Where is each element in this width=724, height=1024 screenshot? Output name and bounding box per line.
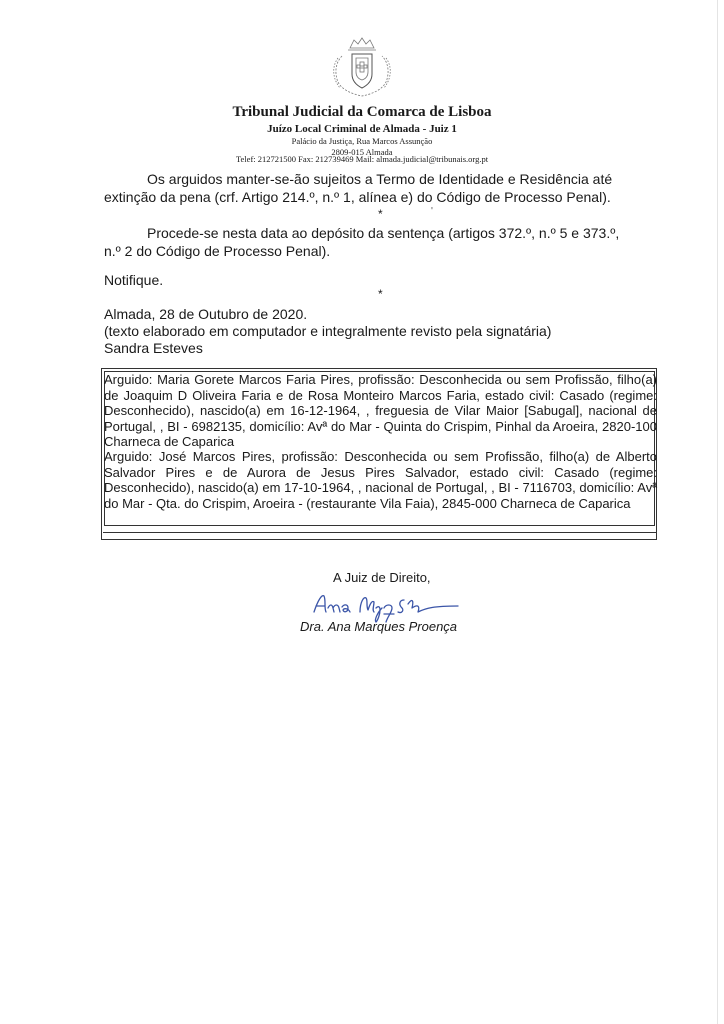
paragraph-2-line2: n.º 2 do Código de Processo Penal).: [104, 243, 331, 259]
paragraph-1-line1: Os arguidos manter-se-ão sujeitos a Termo de Identidade e Residência até: [147, 171, 613, 187]
separator-mark: *: [378, 207, 383, 221]
paragraph-1-line2: extinção da pena (crf. Artigo 214.º, n.º 1, alínea e) do Código de Processo Penal).: [104, 189, 611, 205]
court-division: Juízo Local Criminal de Almada - Juiz 1: [267, 123, 457, 135]
judge-title: A Juiz de Direito,: [333, 570, 431, 585]
judge-name: Dra. Ana Marques Proença: [300, 619, 458, 634]
court-address-line2: 2809-015 Almada: [331, 146, 393, 157]
coat-of-arms-icon: [330, 32, 394, 98]
notifique-text: Notifique.: [104, 272, 164, 288]
note-line: (texto elaborado em computador e integralmente revisto pela signatária): [104, 323, 552, 339]
date-line: Almada, 28 de Outubro de 2020.: [104, 306, 308, 322]
author-name: Sandra Esteves: [104, 340, 203, 356]
defendant-entry-1: Arguido: Maria Gorete Marcos Faria Pires, profissão: Desconhecida ou sem Profissão, filho(a) de Joaquim D Oliveira Faria e de Rosa Monteiro Marcos Faria, estado civil: Casado (regime: Desconhecido), nascido(a) em 16-12-1964, , freguesia de Vilar Maior [Sabugal], nacional de Portugal, , BI - 6982135, domicílio: Avª do Mar - Quinta do Crispim, Pinhal da Aroeira, 2820-100 Charneca de Caparica: [104, 372, 657, 449]
court-name: Tribunal Judicial da Comarca de Lisboa: [232, 104, 492, 120]
court-address-line1: Palácio da Justiça, Rua Marcos Assunção: [291, 136, 433, 146]
paragraph-2-line1: Procede-se nesta data ao depósito da sentença (artigos 372.º, n.º 5 e 373.º,: [147, 225, 620, 241]
court-header: [212, 104, 512, 157]
scan-tick-mark: ': [431, 206, 433, 217]
separator-mark: *: [378, 287, 383, 301]
court-contacts: Telef: 212721500 Fax: 212739469 Mail: almada.judicial@tribunais.org.pt: [235, 154, 489, 164]
scan-edge: [717, 0, 718, 1024]
box-divider: [103, 532, 656, 533]
defendant-entry-2: Arguido: José Marcos Pires, profissão: Desconhecida ou sem Profissão, filho(a) de Alberto Salvador Pires e de Aurora de Jesus Pires Salvador, estado civil: Casado (regime: Desconhecido), nascido(a) em 17-10-1964, , nacional de Portugal, , BI - 7116703, domicílio: Avª do Mar - Qta. do Crispim, Aroeira - (restaurante Vila Faia), 2845-000 Charneca de Caparica: [104, 449, 657, 511]
